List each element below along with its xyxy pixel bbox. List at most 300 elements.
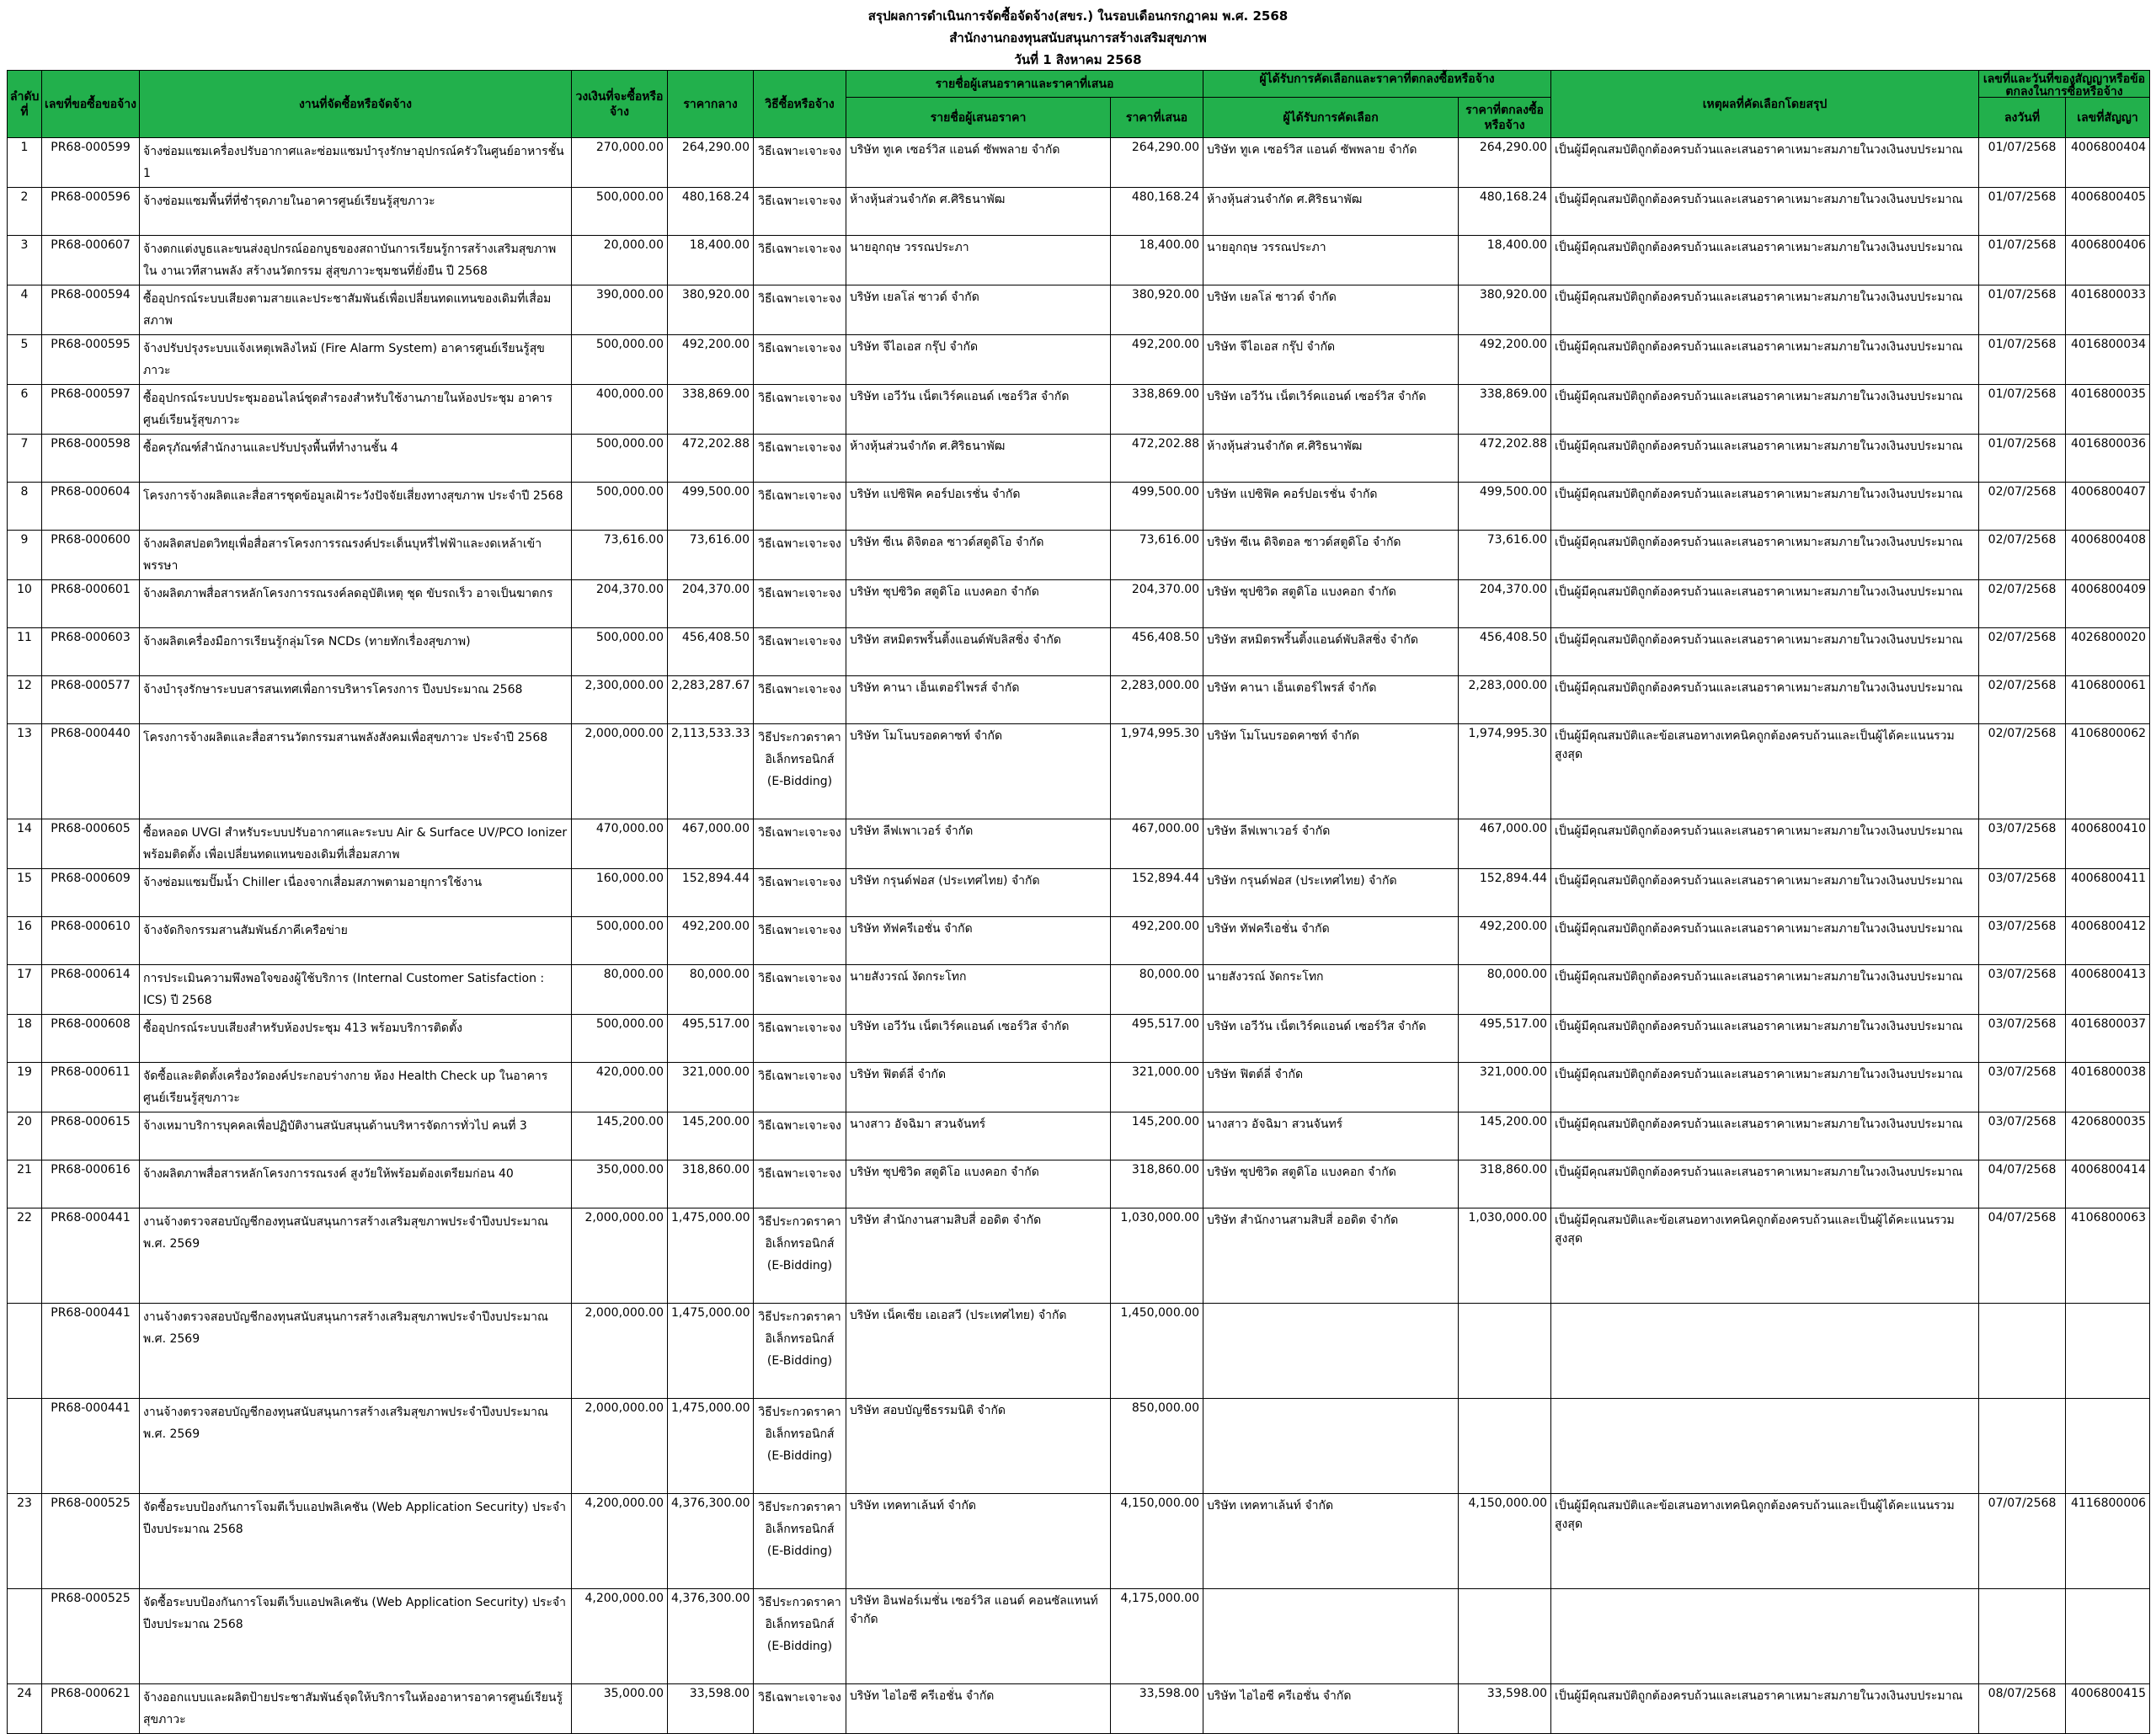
row-method: วิธีเฉพาะเจาะจง (754, 385, 846, 435)
header-selected-group (1203, 71, 1551, 98)
row-number (8, 1589, 42, 1684)
row-contract-number (2066, 1399, 2150, 1494)
table-row (8, 188, 2150, 236)
header-budget: วงเงินที่จะซื้อหรือจ้าง (572, 71, 668, 138)
row-reason (1551, 1589, 1979, 1684)
row-budget: 204,370.00 (572, 580, 668, 628)
row-work-description: จ้างออกแบบและผลิตป้ายประชาสัมพันธ์จุดให้บริการในห้องอาหารอาคารศูนย์เรียนรู้สุขภาวะ (140, 1684, 572, 1734)
row-budget: 500,000.00 (572, 435, 668, 483)
row-bid-price: 1,450,000.00 (1111, 1304, 1203, 1399)
row-selected-name: นายอุกฤษ วรรณประภา (1203, 236, 1459, 285)
row-pr-number: PR68-000525 (42, 1494, 140, 1589)
row-reason (1551, 1399, 1979, 1494)
row-pr-number: PR68-000441 (42, 1304, 140, 1399)
row-bidder-name: บริษัท เทคทาเล้นท์ จำกัด (846, 1494, 1111, 1589)
row-bidder-name: นายสังวรณ์ งัดกระโทก (846, 965, 1111, 1015)
row-bid-price: 495,517.00 (1111, 1015, 1203, 1063)
row-pr-number: PR68-000608 (42, 1015, 140, 1063)
row-contract-date: 01/07/2568 (1979, 138, 2066, 188)
row-work-description: จ้างผลิตสปอตวิทยุเพื่อสื่อสารโครงการรณรงค์ประเด็นบุหรี่ไฟฟ้าและงดเหล้าเข้าพรรษา (140, 531, 572, 580)
table-row (8, 580, 2150, 628)
row-number: 8 (8, 483, 42, 531)
row-bidder-name: บริษัท เยลโล่ ซาวด์ จำกัด (846, 285, 1111, 335)
row-contract-date (1979, 1589, 2066, 1684)
row-reason: เป็นผู้มีคุณสมบัติถูกต้องครบถ้วนและเสนอราคาเหมาะสมภายในวงเงินงบประมาณ (1551, 628, 1979, 676)
row-work-description: โครงการจ้างผลิตและสื่อสารชุดข้อมูลเฝ้าระวังปัจจัยเสี่ยงทางสุขภาพ ประจำปี 2568 (140, 483, 572, 531)
row-selected-name: บริษัท เยลโล่ ซาวด์ จำกัด (1203, 285, 1459, 335)
row-number: 13 (8, 724, 42, 819)
row-number: 5 (8, 335, 42, 385)
row-budget: 390,000.00 (572, 285, 668, 335)
row-bid-price: 380,920.00 (1111, 285, 1203, 335)
row-contract-number: 4006800406 (2066, 236, 2150, 285)
row-work-description: โครงการจ้างผลิตและสื่อสารนวัตกรรมสานพลังสังคมเพื่อสุขภาวะ ประจำปี 2568 (140, 724, 572, 819)
row-median-price: 467,000.00 (668, 819, 754, 869)
row-bid-price: 850,000.00 (1111, 1399, 1203, 1494)
row-budget: 160,000.00 (572, 869, 668, 917)
row-contract-date: 02/07/2568 (1979, 531, 2066, 580)
row-pr-number: PR68-000611 (42, 1063, 140, 1112)
row-median-price: 499,500.00 (668, 483, 754, 531)
table-row (8, 917, 2150, 965)
row-pr-number: PR68-000621 (42, 1684, 140, 1734)
row-method: วิธีเฉพาะเจาะจง (754, 531, 846, 580)
row-number: 17 (8, 965, 42, 1015)
row-selected-name: บริษัท ทัฟครีเอชั่น จำกัด (1203, 917, 1459, 965)
row-number: 14 (8, 819, 42, 869)
row-bid-price: 492,200.00 (1111, 917, 1203, 965)
row-contract-number: 4006800412 (2066, 917, 2150, 965)
row-budget: 2,000,000.00 (572, 724, 668, 819)
row-contract-date: 02/07/2568 (1979, 676, 2066, 724)
row-selected-name: บริษัท เอวีวัน เน็ตเวิร์คแอนด์ เซอร์วิส จำกัด (1203, 385, 1459, 435)
row-budget: 420,000.00 (572, 1063, 668, 1112)
row-work-description: จ้างผลิตภาพสื่อสารหลักโครงการรณรงค์ สูงวัยให้พร้อมต้องเตรียมก่อน 40 (140, 1160, 572, 1208)
row-bidder-name: ห้างหุ้นส่วนจำกัด ศ.ศิริธนาพัฒ (846, 435, 1111, 483)
row-reason: เป็นผู้มีคุณสมบัติถูกต้องครบถ้วนและเสนอราคาเหมาะสมภายในวงเงินงบประมาณ (1551, 965, 1979, 1015)
row-pr-number: PR68-000595 (42, 335, 140, 385)
row-work-description: งานจ้างตรวจสอบบัญชีกองทุนสนับสนุนการสร้างเสริมสุขภาพประจำปีงบประมาณ พ.ศ. 2569 (140, 1304, 572, 1399)
row-agreed-price: 80,000.00 (1459, 965, 1551, 1015)
row-pr-number: PR68-000614 (42, 965, 140, 1015)
row-bidder-name: บริษัท ทัฟครีเอชั่น จำกัด (846, 917, 1111, 965)
row-method: วิธีเฉพาะเจาะจง (754, 285, 846, 335)
row-budget: 500,000.00 (572, 483, 668, 531)
row-agreed-price: 73,616.00 (1459, 531, 1551, 580)
row-work-description: จ้างซ่อมแซมเครื่องปรับอากาศและซ่อมแซมบำรุงรักษาอุปกรณ์ครัวในศูนย์อาหารชั้น 1 (140, 138, 572, 188)
row-budget: 4,200,000.00 (572, 1589, 668, 1684)
row-agreed-price: 338,869.00 (1459, 385, 1551, 435)
row-reason: เป็นผู้มีคุณสมบัติและข้อเสนอทางเทคนิคถูกต้องครบถ้วนและเป็นผู้ได้คะแนนรวมสูงสุด (1551, 1208, 1979, 1304)
row-pr-number: PR68-000598 (42, 435, 140, 483)
row-method: วิธีเฉพาะเจาะจง (754, 580, 846, 628)
row-selected-name (1203, 1589, 1459, 1684)
row-number: 7 (8, 435, 42, 483)
report-title-block (0, 0, 2156, 71)
row-agreed-price: 380,920.00 (1459, 285, 1551, 335)
row-selected-name (1203, 1304, 1459, 1399)
row-selected-name: บริษัท โมโนบรอดคาซท์ จำกัด (1203, 724, 1459, 819)
row-work-description: จัดซื้อระบบป้องกันการโจมตีเว็บแอปพลิเคชัน (Web Application Security) ประจำปีงบประมาณ 2568 (140, 1589, 572, 1684)
table-row (8, 869, 2150, 917)
table-row (8, 1589, 2150, 1684)
row-contract-date: 03/07/2568 (1979, 819, 2066, 869)
row-median-price: 480,168.24 (668, 188, 754, 236)
row-bid-price: 321,000.00 (1111, 1063, 1203, 1112)
row-number: 11 (8, 628, 42, 676)
row-selected-name: บริษัท เทคทาเล้นท์ จำกัด (1203, 1494, 1459, 1589)
row-number: 6 (8, 385, 42, 435)
row-work-description: จ้างเหมาบริการบุคคลเพื่อปฏิบัติงานสนับสนุนด้านบริหารจัดการทั่วไป คนที่ 3 (140, 1112, 572, 1160)
row-contract-date: 02/07/2568 (1979, 628, 2066, 676)
row-method: วิธีประกวดราคาอิเล็กทรอนิกส์ (E-Bidding) (754, 1304, 846, 1399)
row-method: วิธีเฉพาะเจาะจง (754, 819, 846, 869)
row-contract-number: 4006800415 (2066, 1684, 2150, 1734)
row-median-price: 145,200.00 (668, 1112, 754, 1160)
row-contract-date: 03/07/2568 (1979, 1015, 2066, 1063)
row-agreed-price: 33,598.00 (1459, 1684, 1551, 1734)
row-method: วิธีเฉพาะเจาะจง (754, 1015, 846, 1063)
row-agreed-price: 492,200.00 (1459, 917, 1551, 965)
row-budget: 2,000,000.00 (572, 1208, 668, 1304)
row-contract-date: 04/07/2568 (1979, 1160, 2066, 1208)
row-reason: เป็นผู้มีคุณสมบัติและข้อเสนอทางเทคนิคถูกต้องครบถ้วนและเป็นผู้ได้คะแนนรวมสูงสุด (1551, 1494, 1979, 1589)
row-bidder-name: บริษัท ซีเน ดิจิตอล ซาวด์สตูดิโอ จำกัด (846, 531, 1111, 580)
row-bidder-name: บริษัท สำนักงานสามสิบสี่ ออดิต จำกัด (846, 1208, 1111, 1304)
row-reason: เป็นผู้มีคุณสมบัติถูกต้องครบถ้วนและเสนอราคาเหมาะสมภายในวงเงินงบประมาณ (1551, 335, 1979, 385)
table-row (8, 628, 2150, 676)
table-row (8, 1160, 2150, 1208)
row-budget: 400,000.00 (572, 385, 668, 435)
row-contract-date: 02/07/2568 (1979, 580, 2066, 628)
row-number: 23 (8, 1494, 42, 1589)
row-contract-number: 4016800037 (2066, 1015, 2150, 1063)
row-method: วิธีเฉพาะเจาะจง (754, 869, 846, 917)
row-method: วิธีประกวดราคาอิเล็กทรอนิกส์ (E-Bidding) (754, 1589, 846, 1684)
row-work-description: จ้างจัดกิจกรรมสานสัมพันธ์ภาคีเครือข่าย (140, 917, 572, 965)
row-budget: 35,000.00 (572, 1684, 668, 1734)
row-bidder-name: บริษัท เน็คเซีย เอเอสวี (ประเทศไทย) จำกัด (846, 1304, 1111, 1399)
row-selected-name: บริษัท สหมิตรพริ้นติ้งแอนด์พับลิสชิ่ง จำกัด (1203, 628, 1459, 676)
row-median-price: 2,113,533.33 (668, 724, 754, 819)
row-selected-name (1203, 1399, 1459, 1494)
row-agreed-price: 318,860.00 (1459, 1160, 1551, 1208)
table-header (8, 71, 2150, 138)
row-budget: 500,000.00 (572, 1015, 668, 1063)
row-contract-number: 4016800035 (2066, 385, 2150, 435)
row-budget: 470,000.00 (572, 819, 668, 869)
table-row (8, 676, 2150, 724)
row-selected-name: ห้างหุ้นส่วนจำกัด ศ.ศิริธนาพัฒ (1203, 188, 1459, 236)
header-agreed-price: ราคาที่ตกลงซื้อหรือจ้าง (1459, 98, 1551, 138)
table-row (8, 1112, 2150, 1160)
table-row (8, 435, 2150, 483)
row-bid-price: 499,500.00 (1111, 483, 1203, 531)
row-method: วิธีเฉพาะเจาะจง (754, 1684, 846, 1734)
row-contract-number: 4116800006 (2066, 1494, 2150, 1589)
row-contract-number: 4016800034 (2066, 335, 2150, 385)
row-reason: เป็นผู้มีคุณสมบัติและข้อเสนอทางเทคนิคถูกต้องครบถ้วนและเป็นผู้ได้คะแนนรวมสูงสุด (1551, 724, 1979, 819)
row-method: วิธีประกวดราคาอิเล็กทรอนิกส์ (E-Bidding) (754, 1399, 846, 1494)
row-number: 3 (8, 236, 42, 285)
row-bidder-name: บริษัท ซุปซิวิด สตูดิโอ แบงคอก จำกัด (846, 1160, 1111, 1208)
row-number: 21 (8, 1160, 42, 1208)
row-pr-number: PR68-000615 (42, 1112, 140, 1160)
row-method: วิธีเฉพาะเจาะจง (754, 676, 846, 724)
table-row (8, 138, 2150, 188)
row-pr-number: PR68-000525 (42, 1589, 140, 1684)
row-reason: เป็นผู้มีคุณสมบัติถูกต้องครบถ้วนและเสนอราคาเหมาะสมภายในวงเงินงบประมาณ (1551, 1160, 1979, 1208)
row-contract-date: 01/07/2568 (1979, 236, 2066, 285)
row-contract-date: 02/07/2568 (1979, 724, 2066, 819)
row-bid-price: 318,860.00 (1111, 1160, 1203, 1208)
report-agency: สำนักงานกองทุนสนับสนุนการสร้างเสริมสุขภาพ (949, 30, 1207, 45)
table-row (8, 385, 2150, 435)
row-selected-name: บริษัท แปซิฟิค คอร์ปอเรชั่น จำกัด (1203, 483, 1459, 531)
row-median-price: 495,517.00 (668, 1015, 754, 1063)
header-contract-group (1979, 71, 2150, 98)
row-selected-name: นายสังวรณ์ งัดกระโทก (1203, 965, 1459, 1015)
table-body (8, 138, 2150, 1734)
row-method: วิธีประกวดราคาอิเล็กทรอนิกส์ (E-Bidding) (754, 1208, 846, 1304)
row-contract-date: 03/07/2568 (1979, 965, 2066, 1015)
row-reason: เป็นผู้มีคุณสมบัติถูกต้องครบถ้วนและเสนอราคาเหมาะสมภายในวงเงินงบประมาณ (1551, 236, 1979, 285)
row-bid-price: 456,408.50 (1111, 628, 1203, 676)
row-bidder-name: บริษัท สอบบัญชีธรรมนิติ จำกัด (846, 1399, 1111, 1494)
row-bidder-name: บริษัท เอวีวัน เน็ตเวิร์คแอนด์ เซอร์วิส จำกัด (846, 385, 1111, 435)
row-contract-date: 01/07/2568 (1979, 385, 2066, 435)
row-agreed-price: 4,150,000.00 (1459, 1494, 1551, 1589)
row-bidder-name: บริษัท ไอไอซี ครีเอชั่น จำกัด (846, 1684, 1111, 1734)
row-bidder-name: นางสาว อัจฉิมา สวนจันทร์ (846, 1112, 1111, 1160)
row-work-description: จ้างผลิตภาพสื่อสารหลักโครงการรณรงค์ลดอุบัติเหตุ ชุด ขับรถเร็ว อาจเป็นฆาตกร (140, 580, 572, 628)
row-work-description: จ้างซ่อมแซมพื้นที่ที่ชำรุดภายในอาคารศูนย์เรียนรู้สุขภาวะ (140, 188, 572, 236)
row-method: วิธีเฉพาะเจาะจง (754, 236, 846, 285)
row-agreed-price: 480,168.24 (1459, 188, 1551, 236)
row-median-price: 456,408.50 (668, 628, 754, 676)
row-contract-date: 03/07/2568 (1979, 917, 2066, 965)
row-pr-number: PR68-000441 (42, 1399, 140, 1494)
row-bid-price: 80,000.00 (1111, 965, 1203, 1015)
row-budget: 20,000.00 (572, 236, 668, 285)
row-budget: 145,200.00 (572, 1112, 668, 1160)
row-selected-name: บริษัท สำนักงานสามสิบสี่ ออดิต จำกัด (1203, 1208, 1459, 1304)
row-agreed-price: 492,200.00 (1459, 335, 1551, 385)
row-bidder-name: บริษัท จีไอเอส กรุ๊ป จำกัด (846, 335, 1111, 385)
row-bidder-name: บริษัท ทูเค เซอร์วิส แอนด์ ซัพพลาย จำกัด (846, 138, 1111, 188)
row-bidder-name: บริษัท สหมิตรพริ้นติ้งแอนด์พับลิสชิ่ง จำกัด (846, 628, 1111, 676)
row-agreed-price: 321,000.00 (1459, 1063, 1551, 1112)
row-selected-name: บริษัท จีไอเอส กรุ๊ป จำกัด (1203, 335, 1459, 385)
header-pr: เลขที่ขอซื้อขอจ้าง (42, 71, 140, 138)
row-number: 2 (8, 188, 42, 236)
row-pr-number: PR68-000596 (42, 188, 140, 236)
row-agreed-price: 467,000.00 (1459, 819, 1551, 869)
table-row (8, 285, 2150, 335)
row-work-description: จ้างปรับปรุงระบบแจ้งเหตุเพลิงไหม้ (Fire Alarm System) อาคารศูนย์เรียนรู้สุขภาวะ (140, 335, 572, 385)
procurement-table (7, 70, 2150, 1734)
row-median-price: 152,894.44 (668, 869, 754, 917)
row-work-description: การประเมินความพึงพอใจของผู้ใช้บริการ (Internal Customer Satisfaction : ICS) ปี 2568 (140, 965, 572, 1015)
row-bid-price: 4,150,000.00 (1111, 1494, 1203, 1589)
row-median-price: 1,475,000.00 (668, 1208, 754, 1304)
table-row (8, 724, 2150, 819)
row-budget: 500,000.00 (572, 188, 668, 236)
row-median-price: 4,376,300.00 (668, 1589, 754, 1684)
row-budget: 2,000,000.00 (572, 1304, 668, 1399)
row-bidder-name: บริษัท กรุนด์ฟอส (ประเทศไทย) จำกัด (846, 869, 1111, 917)
row-contract-date: 03/07/2568 (1979, 1112, 2066, 1160)
row-contract-date: 01/07/2568 (1979, 435, 2066, 483)
row-method: วิธีเฉพาะเจาะจง (754, 1160, 846, 1208)
row-contract-number: 4006800414 (2066, 1160, 2150, 1208)
row-contract-date (1979, 1399, 2066, 1494)
row-method: วิธีประกวดราคาอิเล็กทรอนิกส์ (E-Bidding) (754, 1494, 846, 1589)
row-median-price: 472,202.88 (668, 435, 754, 483)
row-contract-number: 4006800413 (2066, 965, 2150, 1015)
row-median-price: 380,920.00 (668, 285, 754, 335)
row-reason: เป็นผู้มีคุณสมบัติถูกต้องครบถ้วนและเสนอราคาเหมาะสมภายในวงเงินงบประมาณ (1551, 869, 1979, 917)
row-contract-number: 4006800405 (2066, 188, 2150, 236)
row-bid-price: 18,400.00 (1111, 236, 1203, 285)
table-row (8, 1208, 2150, 1304)
row-method: วิธีเฉพาะเจาะจง (754, 483, 846, 531)
row-work-description: จ้างผลิตเครื่องมือการเรียนรู้กลุ่มโรค NCDs (ทายทักเรื่องสุขภาพ) (140, 628, 572, 676)
header-reason: เหตุผลที่คัดเลือกโดยสรุป (1551, 71, 1979, 138)
row-reason: เป็นผู้มีคุณสมบัติถูกต้องครบถ้วนและเสนอราคาเหมาะสมภายในวงเงินงบประมาณ (1551, 531, 1979, 580)
row-agreed-price: 204,370.00 (1459, 580, 1551, 628)
row-median-price: 204,370.00 (668, 580, 754, 628)
row-contract-date: 08/07/2568 (1979, 1684, 2066, 1734)
row-pr-number: PR68-000577 (42, 676, 140, 724)
row-reason: เป็นผู้มีคุณสมบัติถูกต้องครบถ้วนและเสนอราคาเหมาะสมภายในวงเงินงบประมาณ (1551, 385, 1979, 435)
row-work-description: จ้างซ่อมแซมปั๊มน้ำ Chiller เนื่องจากเสื่อมสภาพตามอายุการใช้งาน (140, 869, 572, 917)
row-number: 24 (8, 1684, 42, 1734)
header-selected-name: ผู้ได้รับการคัดเลือก (1203, 98, 1459, 138)
row-reason: เป็นผู้มีคุณสมบัติถูกต้องครบถ้วนและเสนอราคาเหมาะสมภายในวงเงินงบประมาณ (1551, 1112, 1979, 1160)
report-date: วันที่ 1 สิงหาคม 2568 (1014, 52, 1142, 67)
row-contract-date: 01/07/2568 (1979, 285, 2066, 335)
row-pr-number: PR68-000594 (42, 285, 140, 335)
table-row (8, 1063, 2150, 1112)
row-work-description: ซื้อครุภัณฑ์สำนักงานและปรับปรุงพื้นที่ทำงานชั้น 4 (140, 435, 572, 483)
row-work-description: จัดซื้อและติดตั้งเครื่องวัดองค์ประกอบร่างกาย ห้อง Health Check up ในอาคารศูนย์เรียนรู้สุขภาวะ (140, 1063, 572, 1112)
row-bid-price: 33,598.00 (1111, 1684, 1203, 1734)
header-median: ราคากลาง (668, 71, 754, 138)
row-number: 18 (8, 1015, 42, 1063)
row-number: 16 (8, 917, 42, 965)
row-reason: เป็นผู้มีคุณสมบัติถูกต้องครบถ้วนและเสนอราคาเหมาะสมภายในวงเงินงบประมาณ (1551, 917, 1979, 965)
row-method: วิธีเฉพาะเจาะจง (754, 965, 846, 1015)
table-row (8, 965, 2150, 1015)
row-pr-number: PR68-000603 (42, 628, 140, 676)
row-selected-name: บริษัท เอวีวัน เน็ตเวิร์คแอนด์ เซอร์วิส จำกัด (1203, 1015, 1459, 1063)
row-agreed-price: 18,400.00 (1459, 236, 1551, 285)
row-contract-number: 4006800411 (2066, 869, 2150, 917)
row-budget: 80,000.00 (572, 965, 668, 1015)
table-row (8, 1304, 2150, 1399)
row-reason: เป็นผู้มีคุณสมบัติถูกต้องครบถ้วนและเสนอราคาเหมาะสมภายในวงเงินงบประมาณ (1551, 1684, 1979, 1734)
row-bid-price: 338,869.00 (1111, 385, 1203, 435)
row-median-price: 338,869.00 (668, 385, 754, 435)
row-number: 15 (8, 869, 42, 917)
row-pr-number: PR68-000599 (42, 138, 140, 188)
row-reason: เป็นผู้มีคุณสมบัติถูกต้องครบถ้วนและเสนอราคาเหมาะสมภายในวงเงินงบประมาณ (1551, 435, 1979, 483)
table-row (8, 1399, 2150, 1494)
row-median-price: 318,860.00 (668, 1160, 754, 1208)
row-method: วิธีเฉพาะเจาะจง (754, 188, 846, 236)
row-contract-date: 01/07/2568 (1979, 188, 2066, 236)
row-contract-number: 4006800409 (2066, 580, 2150, 628)
row-contract-number: 4026800020 (2066, 628, 2150, 676)
row-bid-price: 480,168.24 (1111, 188, 1203, 236)
row-agreed-price: 472,202.88 (1459, 435, 1551, 483)
row-contract-number (2066, 1304, 2150, 1399)
row-agreed-price: 2,283,000.00 (1459, 676, 1551, 724)
row-selected-name: บริษัท ไอไอซี ครีเอชั่น จำกัด (1203, 1684, 1459, 1734)
row-budget: 4,200,000.00 (572, 1494, 668, 1589)
row-agreed-price (1459, 1304, 1551, 1399)
table-row (8, 335, 2150, 385)
row-pr-number: PR68-000616 (42, 1160, 140, 1208)
row-selected-name: บริษัท ซุปซิวิด สตูดิโอ แบงคอก จำกัด (1203, 580, 1459, 628)
row-bid-price: 472,202.88 (1111, 435, 1203, 483)
row-number: 10 (8, 580, 42, 628)
row-work-description: ซื้ออุปกรณ์ระบบเสียงสำหรับห้องประชุม 413 พร้อมบริการติดตั้ง (140, 1015, 572, 1063)
row-bidder-name: บริษัท แปซิฟิค คอร์ปอเรชั่น จำกัด (846, 483, 1111, 531)
row-median-price: 492,200.00 (668, 917, 754, 965)
row-budget: 350,000.00 (572, 1160, 668, 1208)
row-median-price: 4,376,300.00 (668, 1494, 754, 1589)
row-budget: 500,000.00 (572, 917, 668, 965)
header-selected-group-text: ผู้ได้รับการคัดเลือกและราคาที่ตกลงซื้อหรือจ้าง (1259, 72, 1495, 86)
row-agreed-price: 456,408.50 (1459, 628, 1551, 676)
table-row (8, 483, 2150, 531)
row-median-price: 264,290.00 (668, 138, 754, 188)
row-pr-number: PR68-000441 (42, 1208, 140, 1304)
row-agreed-price: 152,894.44 (1459, 869, 1551, 917)
row-bidder-name: บริษัท คานา เอ็นเตอร์ไพรส์ จำกัด (846, 676, 1111, 724)
row-contract-number: 4016800036 (2066, 435, 2150, 483)
row-agreed-price: 495,517.00 (1459, 1015, 1551, 1063)
row-number: 1 (8, 138, 42, 188)
row-selected-name: นางสาว อัจฉิมา สวนจันทร์ (1203, 1112, 1459, 1160)
row-contract-date: 03/07/2568 (1979, 869, 2066, 917)
table-row (8, 236, 2150, 285)
row-contract-date: 03/07/2568 (1979, 1063, 2066, 1112)
row-reason: เป็นผู้มีคุณสมบัติถูกต้องครบถ้วนและเสนอราคาเหมาะสมภายในวงเงินงบประมาณ (1551, 188, 1979, 236)
row-work-description: งานจ้างตรวจสอบบัญชีกองทุนสนับสนุนการสร้างเสริมสุขภาพประจำปีงบประมาณ พ.ศ. 2569 (140, 1208, 572, 1304)
table-row (8, 531, 2150, 580)
row-contract-number: 4106800063 (2066, 1208, 2150, 1304)
table-row (8, 1684, 2150, 1734)
row-selected-name: ห้างหุ้นส่วนจำกัด ศ.ศิริธนาพัฒ (1203, 435, 1459, 483)
row-reason: เป็นผู้มีคุณสมบัติถูกต้องครบถ้วนและเสนอราคาเหมาะสมภายในวงเงินงบประมาณ (1551, 819, 1979, 869)
row-pr-number: PR68-000610 (42, 917, 140, 965)
row-median-price: 80,000.00 (668, 965, 754, 1015)
row-contract-date: 02/07/2568 (1979, 483, 2066, 531)
row-bidder-name: บริษัท อินฟอร์เมชั่น เซอร์วิส แอนด์ คอนซัลแทนท์ จำกัด (846, 1589, 1111, 1684)
header-contract-no: เลขที่สัญญา (2066, 98, 2150, 138)
row-reason: เป็นผู้มีคุณสมบัติถูกต้องครบถ้วนและเสนอราคาเหมาะสมภายในวงเงินงบประมาณ (1551, 580, 1979, 628)
row-selected-name: บริษัท กรุนด์ฟอส (ประเทศไทย) จำกัด (1203, 869, 1459, 917)
row-bid-price: 492,200.00 (1111, 335, 1203, 385)
row-contract-date: 04/07/2568 (1979, 1208, 2066, 1304)
table-row (8, 819, 2150, 869)
row-agreed-price (1459, 1399, 1551, 1494)
row-pr-number: PR68-000605 (42, 819, 140, 869)
row-bidder-name: บริษัท เอวีวัน เน็ตเวิร์คแอนด์ เซอร์วิส จำกัด (846, 1015, 1111, 1063)
